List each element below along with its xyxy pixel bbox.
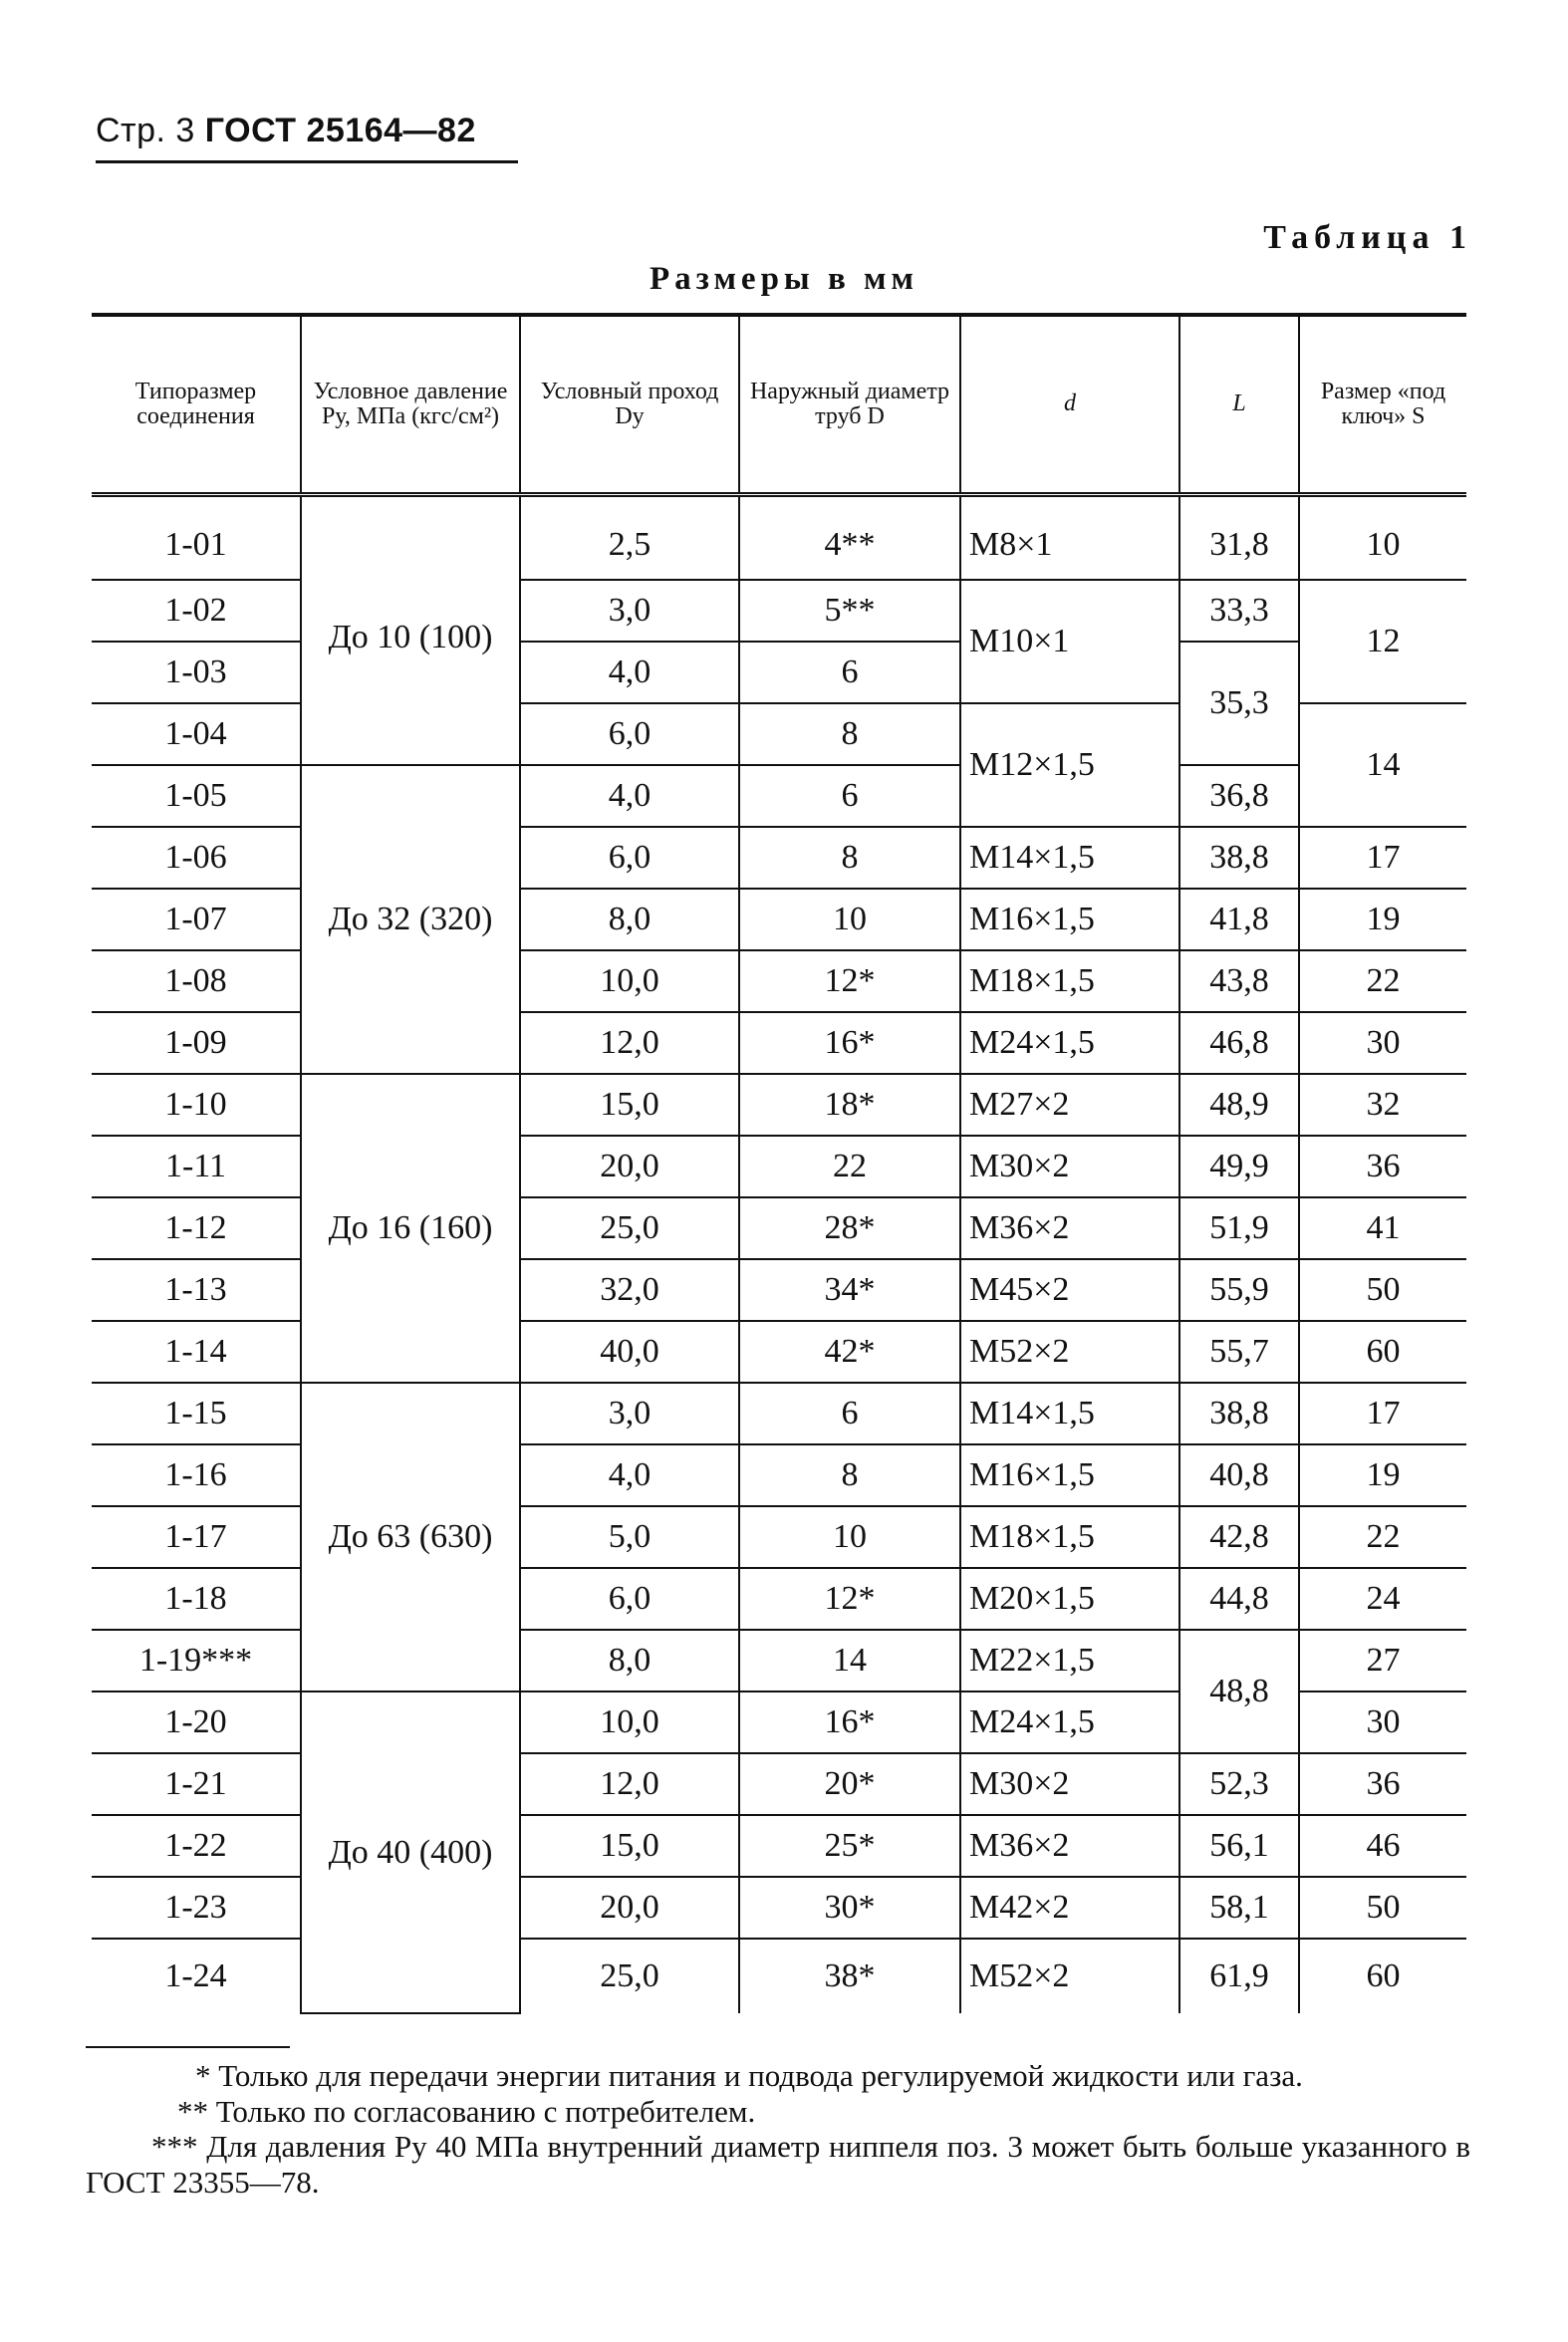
footnote-rule (86, 2046, 290, 2048)
table-label: Таблица 1 (1263, 219, 1472, 256)
cell-wrench-size: 24 (1299, 1568, 1466, 1630)
cell-thread: M30×2 (960, 1136, 1179, 1197)
cell-thread: M52×2 (960, 1939, 1179, 2013)
table-row (92, 1939, 1466, 2013)
cell-wrench-size: 17 (1299, 1383, 1466, 1444)
table-body (92, 495, 1466, 2014)
table-row (92, 1444, 1466, 1506)
footnotes (86, 2058, 1470, 2201)
cell-thread: M18×1,5 (960, 1506, 1179, 1568)
cell-length: 58,1 (1179, 1877, 1299, 1939)
cell-type: 1-15 (92, 1383, 301, 1444)
cell-pressure-group: До 40 (400) (301, 1691, 520, 2013)
cell-length: 40,8 (1179, 1444, 1299, 1506)
col-header-outer-diameter: Наружный диаметр труб D (739, 315, 960, 495)
cell-wrench-size: 27 (1299, 1630, 1466, 1691)
cell-outer-diameter: 18* (739, 1074, 960, 1136)
cell-outer-diameter: 16* (739, 1012, 960, 1074)
cell-thread: M8×1 (960, 495, 1179, 581)
cell-outer-diameter: 10 (739, 1506, 960, 1568)
cell-outer-diameter: 8 (739, 1444, 960, 1506)
cell-thread: M18×1,5 (960, 950, 1179, 1012)
cell-type: 1-20 (92, 1691, 301, 1753)
table-row (92, 1136, 1466, 1197)
cell-length: 44,8 (1179, 1568, 1299, 1630)
cell-pressure-group: До 63 (630) (301, 1383, 520, 1691)
cell-bore: 6,0 (520, 1568, 739, 1630)
cell-type: 1-01 (92, 495, 301, 581)
cell-wrench-size: 19 (1299, 889, 1466, 950)
cell-type: 1-09 (92, 1012, 301, 1074)
cell-outer-diameter: 12* (739, 950, 960, 1012)
cell-type: 1-10 (92, 1074, 301, 1136)
table-row (92, 765, 1466, 827)
cell-wrench-size: 22 (1299, 950, 1466, 1012)
cell-wrench-size: 22 (1299, 1506, 1466, 1568)
table-header-row (92, 315, 1466, 495)
cell-wrench-size: 14 (1299, 703, 1466, 827)
col-header-length: L (1179, 315, 1299, 495)
table-row (92, 950, 1466, 1012)
col-header-wrench-size: Размер «под ключ» S (1299, 315, 1466, 495)
cell-thread: M20×1,5 (960, 1568, 1179, 1630)
standard-number: ГОСТ 25164—82 (204, 112, 476, 149)
cell-outer-diameter: 5** (739, 580, 960, 642)
cell-outer-diameter: 10 (739, 889, 960, 950)
table-row (92, 1630, 1466, 1691)
cell-thread: M10×1 (960, 580, 1179, 703)
cell-bore: 4,0 (520, 1444, 739, 1506)
cell-bore: 6,0 (520, 703, 739, 765)
cell-length: 38,8 (1179, 1383, 1299, 1444)
cell-bore: 2,5 (520, 495, 739, 581)
cell-outer-diameter: 8 (739, 827, 960, 889)
cell-thread: M36×2 (960, 1197, 1179, 1259)
cell-thread: M16×1,5 (960, 1444, 1179, 1506)
cell-bore: 20,0 (520, 1877, 739, 1939)
cell-thread: M24×1,5 (960, 1691, 1179, 1753)
cell-thread: M14×1,5 (960, 827, 1179, 889)
cell-type: 1-21 (92, 1753, 301, 1815)
cell-type: 1-02 (92, 580, 301, 642)
cell-bore: 3,0 (520, 580, 739, 642)
cell-length: 35,3 (1179, 642, 1299, 765)
cell-outer-diameter: 14 (739, 1630, 960, 1691)
cell-length: 55,9 (1179, 1259, 1299, 1321)
cell-outer-diameter: 30* (739, 1877, 960, 1939)
cell-length: 61,9 (1179, 1939, 1299, 2013)
cell-bore: 10,0 (520, 1691, 739, 1753)
table-row (92, 1753, 1466, 1815)
cell-length: 41,8 (1179, 889, 1299, 950)
page-header (96, 112, 476, 150)
cell-wrench-size: 60 (1299, 1321, 1466, 1383)
table-row (92, 1197, 1466, 1259)
cell-outer-diameter: 6 (739, 1383, 960, 1444)
cell-length: 42,8 (1179, 1506, 1299, 1568)
table-row (92, 495, 1466, 581)
cell-outer-diameter: 4** (739, 495, 960, 581)
cell-outer-diameter: 6 (739, 765, 960, 827)
cell-length: 31,8 (1179, 495, 1299, 581)
cell-type: 1-06 (92, 827, 301, 889)
cell-bore: 25,0 (520, 1197, 739, 1259)
cell-bore: 4,0 (520, 642, 739, 703)
col-header-type: Типоразмер соединения (92, 315, 301, 495)
cell-bore: 8,0 (520, 889, 739, 950)
cell-bore: 10,0 (520, 950, 739, 1012)
cell-length: 56,1 (1179, 1815, 1299, 1877)
cell-bore: 12,0 (520, 1753, 739, 1815)
cell-bore: 40,0 (520, 1321, 739, 1383)
cell-thread: M16×1,5 (960, 889, 1179, 950)
cell-type: 1-18 (92, 1568, 301, 1630)
cell-length: 48,8 (1179, 1630, 1299, 1753)
col-header-bore: Условный проход Dу (520, 315, 739, 495)
cell-bore: 12,0 (520, 1012, 739, 1074)
cell-wrench-size: 30 (1299, 1691, 1466, 1753)
cell-type: 1-03 (92, 642, 301, 703)
cell-bore: 4,0 (520, 765, 739, 827)
cell-type: 1-07 (92, 889, 301, 950)
cell-bore: 8,0 (520, 1630, 739, 1691)
cell-type: 1-22 (92, 1815, 301, 1877)
col-header-pressure: Условное давление Pу, МПа (кгс/см²) (301, 315, 520, 495)
table-row (92, 889, 1466, 950)
footnote-3: *** Для давления Pу 40 МПа внутренний диаметр ниппеля поз. 3 может быть больше указанного в ГОСТ 23355—78. (86, 2129, 1470, 2200)
cell-thread: M12×1,5 (960, 703, 1179, 827)
cell-wrench-size: 32 (1299, 1074, 1466, 1136)
cell-bore: 15,0 (520, 1815, 739, 1877)
cell-thread: M22×1,5 (960, 1630, 1179, 1691)
cell-type: 1-23 (92, 1877, 301, 1939)
cell-type: 1-16 (92, 1444, 301, 1506)
cell-bore: 3,0 (520, 1383, 739, 1444)
table-row (92, 1321, 1466, 1383)
cell-outer-diameter: 38* (739, 1939, 960, 2013)
cell-outer-diameter: 42* (739, 1321, 960, 1383)
cell-length: 49,9 (1179, 1136, 1299, 1197)
cell-length: 48,9 (1179, 1074, 1299, 1136)
cell-length: 36,8 (1179, 765, 1299, 827)
cell-outer-diameter: 6 (739, 642, 960, 703)
cell-wrench-size: 19 (1299, 1444, 1466, 1506)
table-row (92, 580, 1466, 642)
cell-bore: 5,0 (520, 1506, 739, 1568)
cell-wrench-size: 50 (1299, 1877, 1466, 1939)
cell-type: 1-24 (164, 1957, 227, 1994)
cell-length: 52,3 (1179, 1753, 1299, 1815)
cell-wrench-size: 17 (1299, 827, 1466, 889)
cell-wrench-size: 60 (1299, 1939, 1466, 2013)
cell-outer-diameter: 16* (739, 1691, 960, 1753)
cell-thread: M36×2 (960, 1815, 1179, 1877)
cell-bore: 32,0 (520, 1259, 739, 1321)
cell-thread: M45×2 (960, 1259, 1179, 1321)
cell-thread: M27×2 (960, 1074, 1179, 1136)
cell-pressure-group: До 16 (160) (301, 1074, 520, 1383)
table-row (92, 1877, 1466, 1939)
cell-wrench-size: 10 (1299, 495, 1466, 581)
col-header-thread: d (960, 315, 1179, 495)
cell-type: 1-08 (92, 950, 301, 1012)
table-row (92, 1012, 1466, 1074)
cell-wrench-size: 46 (1299, 1815, 1466, 1877)
table-row (92, 1568, 1466, 1630)
table-row (92, 1074, 1466, 1136)
cell-wrench-size: 12 (1299, 580, 1466, 703)
cell-type: 1-05 (92, 765, 301, 827)
table-row (92, 1815, 1466, 1877)
cell-thread: M14×1,5 (960, 1383, 1179, 1444)
cell-length: 38,8 (1179, 827, 1299, 889)
cell-outer-diameter: 20* (739, 1753, 960, 1815)
page-number: Стр. 3 (96, 112, 195, 149)
cell-wrench-size: 36 (1299, 1136, 1466, 1197)
table-row (92, 1506, 1466, 1568)
cell-thread: M42×2 (960, 1877, 1179, 1939)
cell-length: 33,3 (1179, 580, 1299, 642)
cell-bore: 6,0 (520, 827, 739, 889)
cell-type: 1-04 (92, 703, 301, 765)
table-row (92, 1259, 1466, 1321)
cell-bore: 25,0 (520, 1939, 739, 2013)
cell-type: 1-19*** (92, 1630, 301, 1691)
cell-length: 46,8 (1179, 1012, 1299, 1074)
cell-outer-diameter: 8 (739, 703, 960, 765)
cell-thread: M52×2 (960, 1321, 1179, 1383)
cell-pressure-group: До 10 (100) (301, 495, 520, 766)
cell-type: 1-11 (92, 1136, 301, 1197)
cell-type: 1-17 (92, 1506, 301, 1568)
cell-outer-diameter: 28* (739, 1197, 960, 1259)
table-row (92, 827, 1466, 889)
cell-thread: M30×2 (960, 1753, 1179, 1815)
cell-type: 1-12 (92, 1197, 301, 1259)
cell-wrench-size: 30 (1299, 1012, 1466, 1074)
footnote-2: ** Только по согласованию с потребителем. (177, 2093, 756, 2129)
cell-bore: 20,0 (520, 1136, 739, 1197)
header-rule (96, 160, 518, 163)
cell-wrench-size: 41 (1299, 1197, 1466, 1259)
cell-type: 1-14 (92, 1321, 301, 1383)
cell-length: 43,8 (1179, 950, 1299, 1012)
cell-outer-diameter: 25* (739, 1815, 960, 1877)
cell-pressure-group: До 32 (320) (301, 765, 520, 1074)
cell-length: 51,9 (1179, 1197, 1299, 1259)
table-row (92, 1383, 1466, 1444)
dimensions-table (92, 313, 1466, 2014)
cell-wrench-size: 50 (1299, 1259, 1466, 1321)
cell-wrench-size: 36 (1299, 1753, 1466, 1815)
table-row (92, 642, 1466, 703)
cell-outer-diameter: 12* (739, 1568, 960, 1630)
cell-outer-diameter: 34* (739, 1259, 960, 1321)
table-caption: Размеры в мм (650, 261, 918, 297)
footnote-1: * Только для передачи энергии питания и подвода регулируемой жидкости или газа. (195, 2058, 1303, 2093)
cell-type: 1-13 (92, 1259, 301, 1321)
cell-length: 55,7 (1179, 1321, 1299, 1383)
cell-thread: M24×1,5 (960, 1012, 1179, 1074)
cell-outer-diameter: 22 (739, 1136, 960, 1197)
cell-bore: 15,0 (520, 1074, 739, 1136)
